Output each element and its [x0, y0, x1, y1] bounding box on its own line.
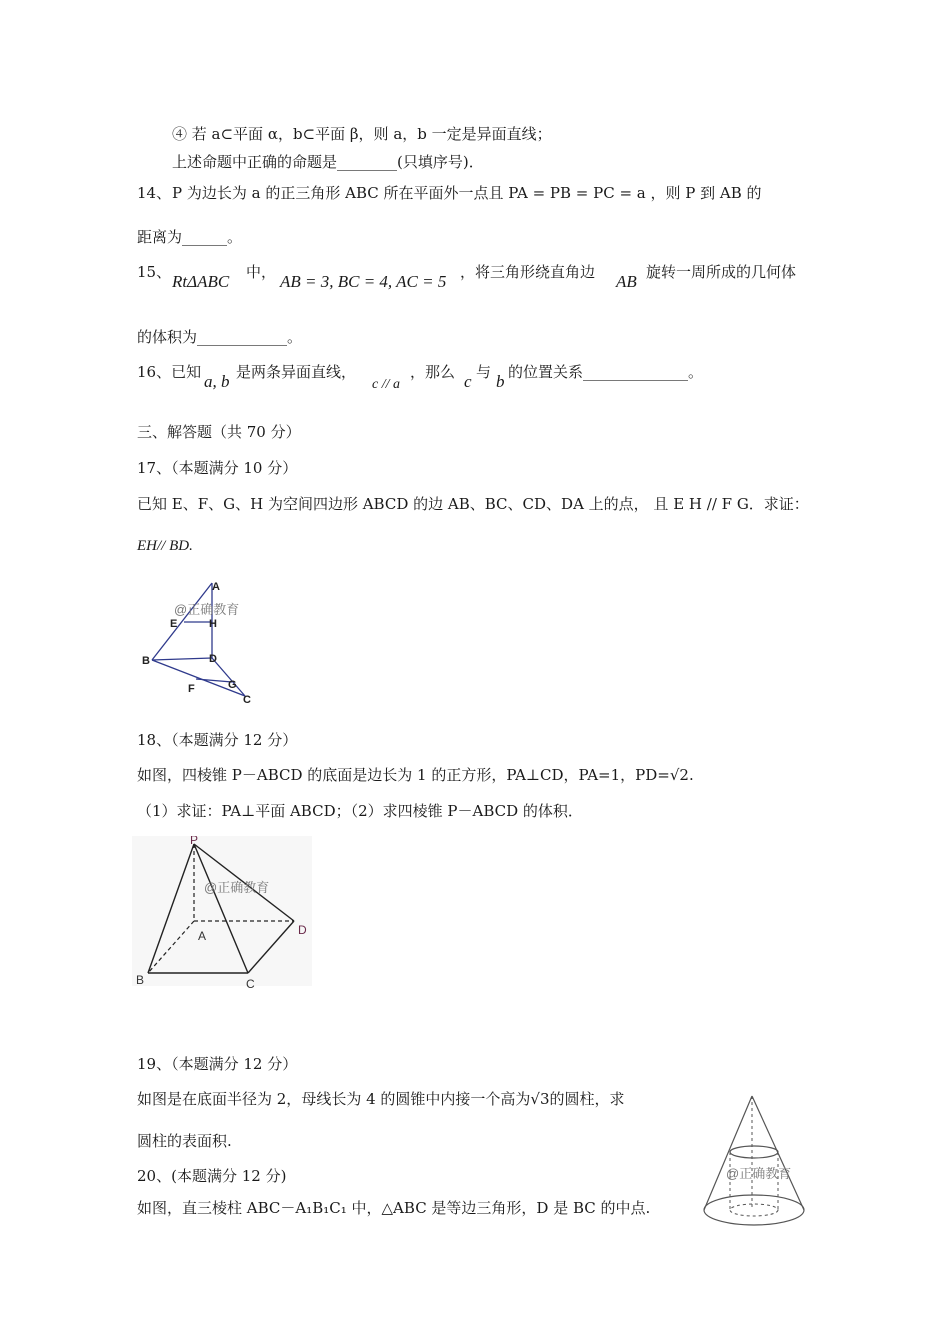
- q15-sides: AB = 3, BC = 4, AC = 5: [280, 272, 447, 291]
- label-A: A: [198, 929, 207, 943]
- q16-ab: a, b: [204, 372, 230, 391]
- q16-yu: 与: [476, 363, 492, 381]
- q19-figure: [698, 1092, 818, 1236]
- label-H: H: [209, 618, 217, 630]
- q16-mid1: 是两条异面直线，: [236, 363, 357, 381]
- label-D: D: [209, 653, 217, 665]
- q16-c: c: [464, 372, 472, 391]
- label-G: G: [228, 679, 237, 691]
- label-P: P: [190, 836, 199, 847]
- q18-heading: 18、（本题满分 12 分）: [137, 731, 298, 749]
- q19-text: 如图是在底面半径为 2，母线长为 4 的圆锥中内接一个高为√3的圆柱，求: [137, 1090, 625, 1108]
- q15-rest: ，将三角形绕直角边: [460, 263, 596, 281]
- q18-parts: （1）求证：PA⊥平面 ABCD；（2）求四棱锥 P－ABCD 的体积．: [137, 802, 583, 820]
- q15-number: 15、: [137, 263, 172, 281]
- label-C: C: [243, 694, 251, 706]
- q17-text2: EH// BD.: [137, 538, 193, 554]
- q14-number: 14、: [137, 184, 172, 202]
- label-B: B: [136, 973, 145, 987]
- q16-pre: 16、已知: [137, 363, 202, 381]
- q17-heading: 17、（本题满分 10 分）: [137, 459, 298, 477]
- q16-post: 的位置关系______________。: [508, 363, 704, 381]
- q18-figure: [132, 836, 332, 1000]
- label-F: F: [188, 683, 195, 695]
- watermark: @正确教育: [174, 602, 240, 617]
- q15-triangle: RtΔABC: [172, 272, 230, 291]
- q17-figure: [140, 578, 260, 712]
- label-E: E: [170, 618, 178, 630]
- label-B: B: [142, 655, 150, 667]
- q16-cpa: c // a: [372, 377, 400, 392]
- q19-text2: 圆柱的表面积.: [137, 1132, 232, 1150]
- watermark: @正确教育: [204, 880, 270, 895]
- q18-text: 如图，四棱锥 P－ABCD 的底面是边长为 1 的正方形，PA⊥CD，PA=1，PD=√2.: [137, 766, 694, 784]
- label-A: A: [212, 581, 220, 593]
- q15-ab: AB: [616, 272, 637, 291]
- label-D: D: [298, 923, 307, 937]
- q20-heading: 20、(本题满分 12 分): [137, 1167, 287, 1185]
- q13-ask: 上述命题中正确的命题是________(只填序号)．: [172, 153, 484, 171]
- q14-line2: 距离为______。: [137, 228, 243, 246]
- q19-heading: 19、（本题满分 12 分）: [137, 1055, 298, 1073]
- q14-text: P 为边长为 a 的正三角形 ABC 所在平面外一点且 PA = PB = PC = a ，则 P 到 AB 的: [172, 184, 762, 202]
- q13-item4: ④ 若 a⊂平面 α，b⊂平面 β，则 a，b 一定是异面直线；: [172, 125, 552, 143]
- q17-text: 已知 E、F、G、H 为空间四边形 ABCD 的边 AB、BC、CD、DA 上的点， 且 E H // F G．求证：: [137, 495, 809, 513]
- q15-rest2: 旋转一周所成的几何体: [646, 263, 797, 281]
- q16-b: b: [496, 372, 505, 391]
- q15-line2: 的体积为____________。: [137, 328, 303, 346]
- label-C: C: [246, 977, 255, 991]
- q15-mid: 中，: [246, 263, 277, 281]
- section-title: 三、解答题（共 70 分）: [137, 423, 301, 441]
- q20-text: 如图，直三棱柱 ABC－A₁B₁C₁ 中，△ABC 是等边三角形，D 是 BC 的中点.: [137, 1199, 651, 1217]
- q16-mid2: ，那么: [410, 363, 456, 381]
- watermark: @正确教育: [726, 1166, 792, 1181]
